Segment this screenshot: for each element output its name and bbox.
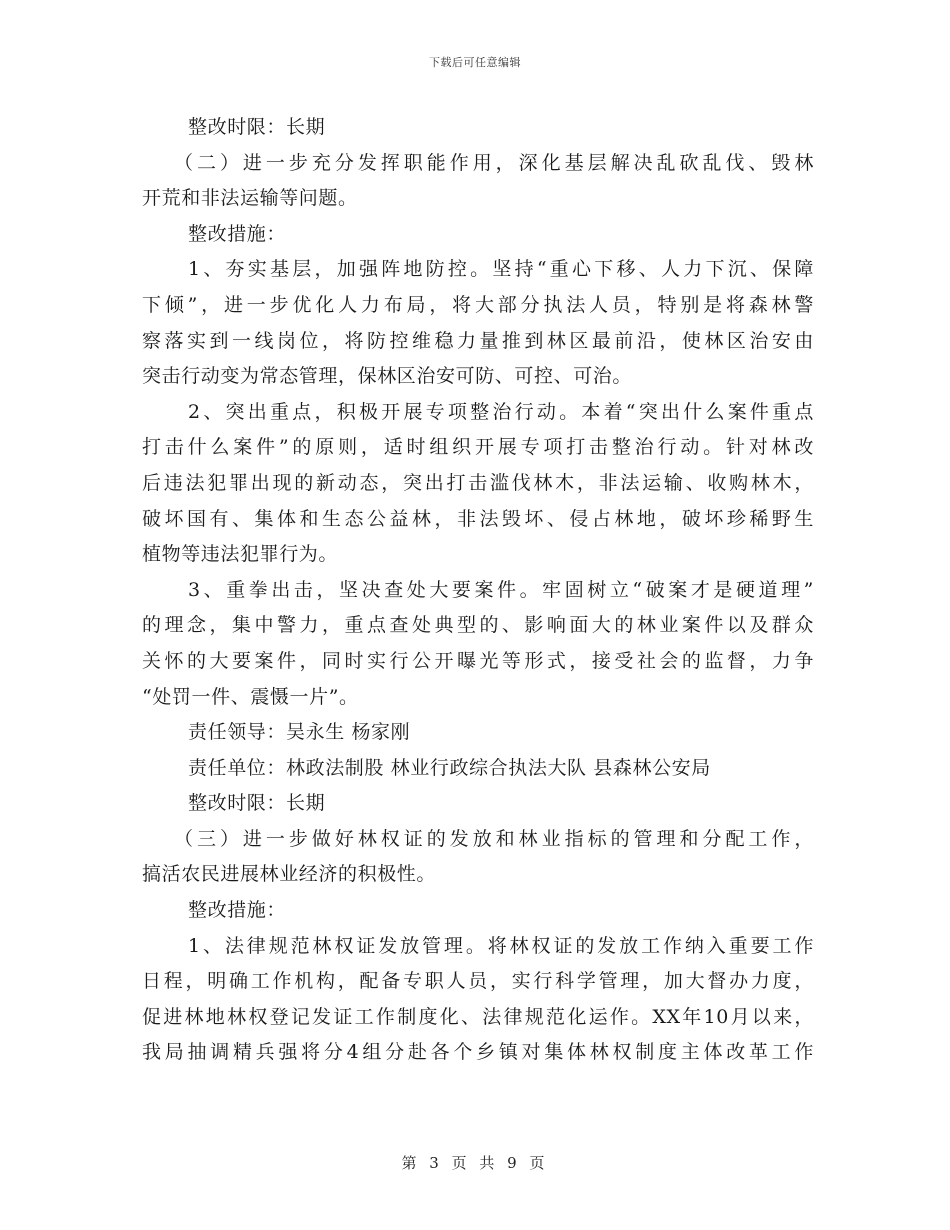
paragraph-line: 打击什么案件”的原则，适时组织开展专项打击整治行动。针对林改: [142, 436, 814, 459]
document-body: [142, 110, 814, 1071]
paragraph-line: 我局抽调精兵强将分4组分赴各个乡镇对集体林权制度主体改革工作: [142, 1041, 814, 1064]
paragraph-line: 搞活农民进展林业经济的积极性。: [142, 863, 437, 886]
page-number: 第 3 页 共 9 页: [401, 1154, 549, 1172]
paragraph-line: 整改时限：长期: [188, 792, 326, 815]
paragraph-line: 的理念，集中警力，重点查处典型的、影响面大的林业案件以及群众: [142, 614, 814, 637]
paragraph-line: 开荒和非法运输等问题。: [142, 187, 358, 210]
responsible-leaders: 责任领导：吴永生 杨家刚: [188, 721, 411, 744]
paragraph-line: 2、突出重点，积极开展专项整治行动。本着“突出什么案件重点: [188, 400, 814, 423]
paragraph-line: 整改措施：: [188, 899, 287, 922]
paragraph-line: 3、重拳出击，坚决查处大要案件。牢固树立“破案才是硬道理”: [188, 578, 814, 601]
paragraph-line: 促进林地林权登记发证工作制度化、法律规范化运作。XX年10月以来，: [142, 1005, 814, 1028]
paragraph-line: 植物等违法犯罪行为。: [142, 543, 339, 566]
paragraph-line: 1、夯实基层，加强阵地防控。坚持“重心下移、人力下沉、保障: [188, 258, 814, 281]
paragraph-line: 关怀的大要案件，同时实行公开曝光等形式，接受社会的监督，力争: [142, 649, 814, 672]
page-header: 下载后可任意编辑: [429, 56, 521, 69]
paragraph-line: 后违法犯罪出现的新动态，突出打击滥伐林木，非法运输、收购林木，: [142, 471, 814, 494]
paragraph-line: 整改措施：: [188, 222, 287, 245]
paragraph-line: 下倾”，进一步优化人力布局，将大部分执法人员，特别是将森林警: [142, 293, 814, 316]
paragraph-line: 整改时限：长期: [188, 116, 326, 138]
paragraph-line: 日程，明确工作机构，配备专职人员，实行科学管理，加大督办力度，: [142, 970, 814, 993]
paragraph-line: （三）进一步做好林权证的发放和林业指标的管理和分配工作，: [174, 827, 814, 850]
paragraph-line: 破坏国有、集体和生态公益林，非法毁坏、侵占林地，破坏珍稀野生: [142, 507, 814, 530]
paragraph-line: （二）进一步充分发挥职能作用，深化基层解决乱砍乱伐、毁林: [174, 151, 814, 174]
responsible-units: 责任单位：林政法制股 林业行政综合执法大队 县森林公安局: [188, 756, 711, 779]
paragraph-line: 1、法律规范林权证发放管理。将林权证的发放工作纳入重要工作: [188, 934, 814, 957]
paragraph-line: 突击行动变为常态管理，保林区治安可防、可控、可治。: [142, 365, 633, 388]
paragraph-line: “处罚一件、震慑一片”。: [142, 685, 359, 708]
paragraph-line: 察落实到一线岗位，将防控维稳力量推到林区最前沿，使林区治安由: [142, 329, 814, 352]
